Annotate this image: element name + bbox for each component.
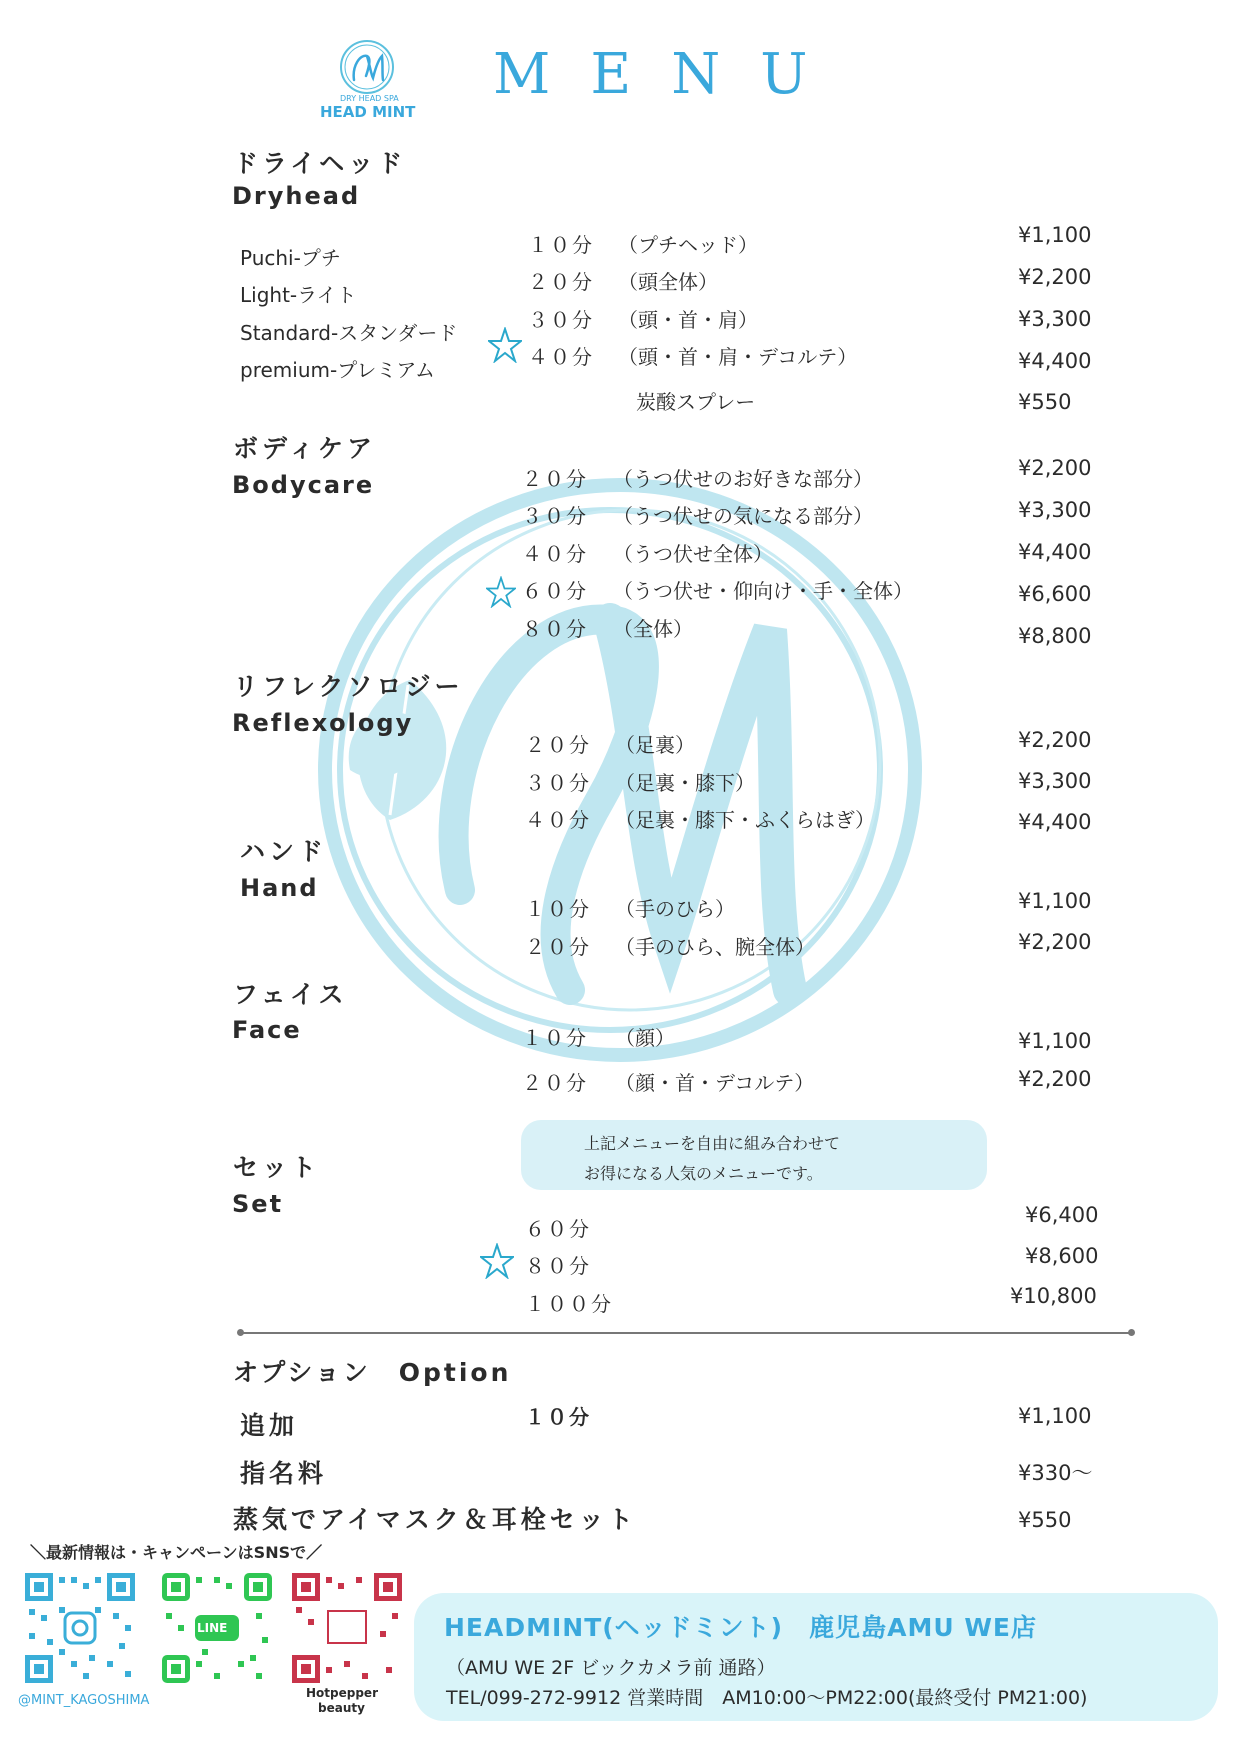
description: （足裏・膝下） [615,771,755,795]
hotpepper-label: Hotpepper [306,1686,378,1700]
logo-subtitle: DRY HEAD SPA [340,94,399,103]
price: ¥4,400 [1018,810,1092,834]
description: （全体） [613,617,693,641]
section-set-en: Set [232,1190,284,1218]
price: ¥8,800 [1018,624,1092,648]
price: ¥2,200 [1018,1067,1092,1091]
instagram-handle: @MINT_KAGOSHIMA [18,1693,150,1708]
description: （頭・首・肩） [618,308,758,332]
duration: １０分 [522,1026,588,1050]
price: ¥550 [1018,390,1072,414]
star-icon [488,327,522,363]
price: ¥4,400 [1018,540,1092,564]
option-name: 追加 [240,1411,299,1440]
section-bodycare-jp: ボディケア [233,434,377,463]
duration: ３０分 [528,308,594,332]
shop-address: （AMU WE 2F ビックカメラ前 通路） [446,1657,776,1679]
duration: １００分 [525,1292,613,1316]
divider-dot [1128,1329,1135,1336]
section-reflexology-en: Reflexology [232,709,414,737]
description: （顔・首・デコルテ） [615,1071,815,1095]
duration: ２０分 [522,1071,588,1095]
section-option-heading: オプション Option [233,1358,512,1387]
divider-dot [237,1329,244,1336]
duration: １０分 [525,1405,591,1429]
description: （頭・首・肩・デコルテ） [618,345,858,369]
hotpepper-label: beauty [318,1701,365,1715]
duration: ２０分 [525,733,591,757]
description: （うつ伏せの気になる部分） [613,504,873,528]
description: （うつ伏せのお好きな部分） [613,467,873,491]
section-set-jp: セット [233,1153,321,1182]
duration: ４０分 [522,542,588,566]
duration: ２０分 [525,935,591,959]
section-face-jp: フェイス [233,980,348,1009]
option-carbonated-spray: 炭酸スプレー [636,390,756,414]
description: （プチヘッド） [618,233,758,257]
description: （頭全体） [618,270,718,294]
duration: ３０分 [525,771,591,795]
price: ¥330〜 [1018,1461,1093,1485]
section-hand-en: Hand [240,874,319,902]
set-note-line: 上記メニューを自由に組み合わせて [584,1134,841,1153]
brand-logo-icon [338,38,396,96]
price: ¥3,300 [1018,307,1092,331]
price: ¥2,200 [1018,456,1092,480]
price: ¥3,300 [1018,498,1092,522]
section-face-en: Face [232,1016,302,1044]
duration: ２０分 [522,467,588,491]
hotpepper-qr-code[interactable] [292,1573,402,1683]
sns-banner: ＼最新情報は・キャンペーンはSNSで／ [30,1543,323,1562]
price: ¥2,200 [1018,728,1092,752]
price: ¥6,400 [1025,1203,1099,1227]
duration: ３０分 [522,504,588,528]
description: （うつ伏せ・仰向け・手・全体） [613,579,913,603]
logo-name: HEAD MINT [320,103,416,121]
price: ¥1,100 [1018,889,1092,913]
duration: ６０分 [522,579,588,603]
divider [240,1332,1133,1334]
duration: ８０分 [525,1254,591,1278]
description: （手のひら、腕全体） [615,935,815,959]
duration: ６０分 [525,1217,591,1241]
dryhead-name: premium-プレミアム [240,358,435,382]
price: ¥2,200 [1018,930,1092,954]
star-icon [486,576,516,608]
shop-name: HEADMINT(ヘッドミント) 鹿児島AMU WE店 [444,1613,1037,1642]
section-reflexology-jp: リフレクソロジー [233,672,464,701]
section-dryhead-en: Dryhead [232,182,361,210]
price: ¥4,400 [1018,349,1092,373]
price: ¥6,600 [1018,582,1092,606]
dryhead-name: Puchi-プチ [240,246,341,270]
duration: １０分 [525,897,591,921]
section-bodycare-en: Bodycare [232,471,375,499]
duration: １０分 [528,233,594,257]
description: （足裏・膝下・ふくらはぎ） [615,808,875,832]
description: （足裏） [615,733,695,757]
description: （手のひら） [615,897,735,921]
section-hand-jp: ハンド [240,837,328,866]
option-name: 蒸気でアイマスク＆耳栓セット [233,1505,637,1534]
star-icon [480,1243,514,1279]
page-title: MENU [493,42,848,107]
price: ¥8,600 [1025,1244,1099,1268]
description: （顔） [615,1026,675,1050]
description: （うつ伏せ全体） [613,542,773,566]
price: ¥550 [1018,1508,1072,1532]
dryhead-name: Standard-スタンダード [240,321,458,345]
section-dryhead-jp: ドライヘッド [233,149,407,178]
price: ¥1,100 [1018,1029,1092,1053]
duration: ４０分 [528,345,594,369]
price: ¥1,100 [1018,223,1092,247]
dryhead-name: Light-ライト [240,283,357,307]
price: ¥10,800 [1010,1284,1097,1308]
duration: ８０分 [522,617,588,641]
price: ¥3,300 [1018,769,1092,793]
shop-contact: TEL/099-272-9912 営業時間 AM10:00〜PM22:00(最終受付 PM21:00) [446,1687,1088,1709]
price: ¥1,100 [1018,1404,1092,1428]
price: ¥2,200 [1018,265,1092,289]
line-label: LINE [197,1621,228,1635]
duration: ２０分 [528,270,594,294]
instagram-qr-code[interactable] [25,1573,135,1683]
set-note-line: お得になる人気のメニューです。 [584,1164,823,1183]
option-name: 指名料 [240,1459,328,1488]
duration: ４０分 [525,808,591,832]
